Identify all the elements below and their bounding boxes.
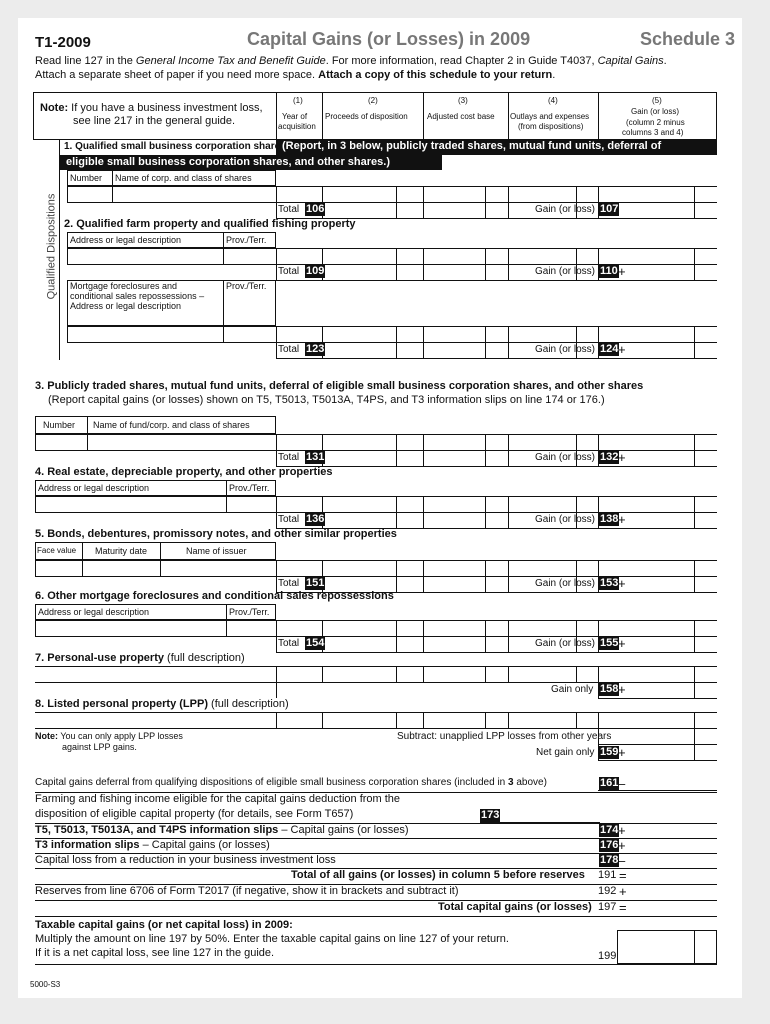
s2-mortgage-label-3: Address or legal description (70, 301, 182, 311)
s2-header-prov: Prov./Terr. (226, 235, 267, 245)
s3-gain-sign: + (618, 450, 626, 465)
s5-title: 5. Bonds, debentures, promissory notes, and other similar properties (35, 528, 397, 540)
s8-note-line-1: Note: You can only apply LPP losses (35, 731, 183, 741)
s2-mortgage-gain-code: 124 (600, 343, 619, 355)
line-197-sign: = (619, 900, 627, 915)
s1-gain-label: Gain (or loss) (535, 204, 596, 215)
page-title: Capital Gains (or Losses) in 2009 (247, 29, 531, 49)
col3-num: (3) (458, 96, 468, 105)
s5-total-label: Total (278, 578, 300, 589)
line-191-sign: = (619, 868, 627, 883)
s5-header-face: Face value (37, 546, 77, 555)
s8-net-label: Net gain only (536, 747, 595, 758)
s7-gain-label: Gain only (551, 684, 594, 695)
col5-num: (5) (652, 96, 662, 105)
s5-total-code: 151 (306, 577, 325, 589)
line-174-label: T5, T5013, T5013A, and T4PS information slips – Capital gains (or losses) (35, 824, 409, 836)
line-173-label-1: Farming and fishing income eligible for the capital gains deduction from the (35, 793, 401, 805)
s8-subtract-label: Subtract: unapplied LPP losses from other years (397, 731, 612, 742)
s7-gain-sign: + (618, 682, 626, 697)
s3-header-number: Number (43, 420, 76, 430)
line-176-sign: + (618, 838, 626, 853)
s7-gain-code: 158 (600, 683, 619, 695)
s2-gain-code: 110 (600, 265, 618, 277)
note-business-loss-line2: see line 217 in the general guide. (73, 115, 236, 127)
line-192-sign: + (619, 884, 627, 899)
s3-header-name: Name of fund/corp. and class of shares (93, 420, 250, 430)
taxable-gains-title: Taxable capital gains (or net capital loss) in 2009: (35, 919, 293, 931)
col2-num: (2) (368, 96, 378, 105)
s4-gain-sign: + (618, 512, 626, 527)
s3-gain-code: 132 (600, 451, 619, 463)
s8-net-code: 159 (600, 746, 619, 758)
line-176-label: T3 information slips – Capital gains (or losses) (35, 839, 270, 851)
s5-gain-sign: + (618, 576, 626, 591)
col4-num: (4) (548, 96, 558, 105)
intro-line-2: Attach a separate sheet of paper if you need more space. Attach a copy of this schedule to your return. (35, 69, 556, 81)
taxable-gains-line-1: Multiply the amount on line 197 by 50%. Enter the taxable capital gains on line 127 of your return. (35, 933, 509, 945)
col5-label-3: columns 3 and 4) (622, 128, 684, 137)
line-176-code: 176 (600, 839, 619, 851)
s8-note-line-2: against LPP gains. (62, 742, 137, 752)
line-161-code: 161 (600, 777, 619, 789)
s2-total-code: 109 (306, 265, 325, 277)
s6-gain-code: 155 (600, 637, 619, 649)
s6-gain-sign: + (618, 636, 626, 651)
col5-label: Gain (or loss) (631, 107, 680, 116)
s1-total-label: Total (278, 204, 300, 215)
line-161-label: Capital gains deferral from qualifying dispositions of eligible small business corporation shares (included in 3 above) (35, 777, 547, 788)
s7-title: 7. Personal-use property (full description) (35, 652, 245, 664)
s6-title: 6. Other mortgage foreclosures and conditional sales repossessions (35, 590, 394, 602)
form-id: T1-2009 (35, 34, 91, 51)
col1-label: Year of (282, 112, 308, 121)
s4-header-prov: Prov./Terr. (229, 483, 270, 493)
line-191-label: Total of all gains (or losses) in column 5 before reserves (291, 869, 585, 881)
line-192-code: 192 (598, 885, 617, 897)
s2-mortgage-total-code: 123 (306, 343, 325, 355)
col4-label-2: (from dispositions) (518, 122, 584, 131)
line-178-sign: – (618, 853, 626, 868)
col3-label: Adjusted cost base (427, 112, 495, 121)
s1-banner-line-2: eligible small business corporation shares, and other shares.) (66, 156, 390, 168)
s1-banner-line-1: (Report, in 3 below, publicly traded shares, mutual fund units, deferral of (282, 140, 662, 152)
s2-mortgage-total-label: Total (278, 344, 300, 355)
col4-label: Outlays and expenses (510, 112, 590, 121)
s6-gain-label: Gain (or loss) (535, 638, 596, 649)
s4-title: 4. Real estate, depreciable property, and other properties (35, 466, 333, 478)
s2-mortgage-prov: Prov./Terr. (226, 281, 267, 291)
s6-total-label: Total (278, 638, 300, 649)
s1-header-name: Name of corp. and class of shares (115, 173, 252, 183)
schedule-label: Schedule 3 (640, 29, 736, 49)
col1-label-2: acquisition (278, 122, 316, 131)
s1-title: 1. Qualified small business corporation shares (64, 141, 286, 152)
s8-net-sign: + (618, 745, 626, 760)
s2-mortgage-gain-sign: + (618, 342, 626, 357)
line-174-code: 174 (600, 824, 619, 836)
taxable-gains-line-2: If it is a net capital loss, see line 127 in the guide. (35, 947, 275, 959)
s5-header-maturity: Maturity date (95, 546, 148, 556)
s2-mortgage-label-2: conditional sales repossessions – (70, 291, 205, 301)
form-code: 5000-S3 (30, 980, 61, 989)
s5-gain-label: Gain (or loss) (535, 578, 596, 589)
side-label-qualified: Qualified Dispositions (45, 193, 58, 300)
s6-header-address: Address or legal description (38, 607, 150, 617)
s6-header-prov: Prov./Terr. (229, 607, 270, 617)
line-199-code: 199 (598, 950, 617, 962)
line-192-label: Reserves from line 6706 of Form T2017 (if negative, show it in brackets and subtract it) (35, 885, 459, 897)
s2-gain-sign: + (618, 264, 626, 279)
s2-title: 2. Qualified farm property and qualified fishing property (64, 218, 356, 230)
line-161-sign: – (618, 776, 626, 791)
s3-title: 3. Publicly traded shares, mutual fund units, deferral of eligible small business corporation shares, and other shares (35, 380, 644, 392)
s3-subtitle: (Report capital gains (or losses) shown on T5, T5013, T5013A, T4PS, and T3 information slips on line 174 or 176.) (48, 394, 605, 406)
s2-header-address: Address or legal description (70, 235, 182, 245)
line-197-code: 197 (598, 901, 617, 913)
line-199-box[interactable] (617, 930, 717, 964)
s4-header-address: Address or legal description (38, 483, 150, 493)
line-197-label: Total capital gains (or losses) (438, 901, 592, 913)
s2-total-label: Total (278, 266, 300, 277)
s2-mortgage-gain-label: Gain (or loss) (535, 344, 596, 355)
note-business-loss: Note: If you have a business investment loss, (40, 102, 263, 114)
line-178-code: 178 (600, 854, 619, 866)
s4-total-code: 136 (306, 513, 325, 525)
line-173-label-2: disposition of eligible capital property (for details, see Form T657) (35, 808, 354, 820)
s3-total-label: Total (278, 452, 300, 463)
s3-total-code: 131 (306, 451, 325, 463)
s5-gain-code: 153 (600, 577, 619, 589)
s1-total-code: 106 (306, 203, 325, 215)
line-173-code: 173 (481, 809, 500, 821)
line-174-sign: + (618, 823, 626, 838)
line-178-label: Capital loss from a reduction in your business investment loss (35, 854, 336, 866)
s2-gain-label: Gain (or loss) (535, 266, 596, 277)
s1-header-number: Number (70, 173, 103, 183)
s6-total-code: 154 (306, 637, 325, 649)
s2-mortgage-label-1: Mortgage foreclosures and (70, 281, 178, 291)
s4-gain-label: Gain (or loss) (535, 514, 596, 525)
col2-label: Proceeds of disposition (325, 112, 408, 121)
intro-line-1: Read line 127 in the General Income Tax and Benefit Guide. For more information, read Chapter 2 in Guide T4037, Capital Gains. (35, 55, 667, 67)
s1-gain-code: 107 (600, 203, 619, 215)
s3-gain-label: Gain (or loss) (535, 452, 596, 463)
s4-total-label: Total (278, 514, 300, 525)
line-191-code: 191 (598, 869, 617, 881)
col1-num: (1) (293, 96, 303, 105)
col5-label-2: (column 2 minus (626, 118, 685, 127)
form-page (18, 18, 742, 998)
s8-title: 8. Listed personal property (LPP) (full description) (35, 698, 289, 710)
s5-header-issuer: Name of issuer (186, 546, 247, 556)
s4-gain-code: 138 (600, 513, 619, 525)
